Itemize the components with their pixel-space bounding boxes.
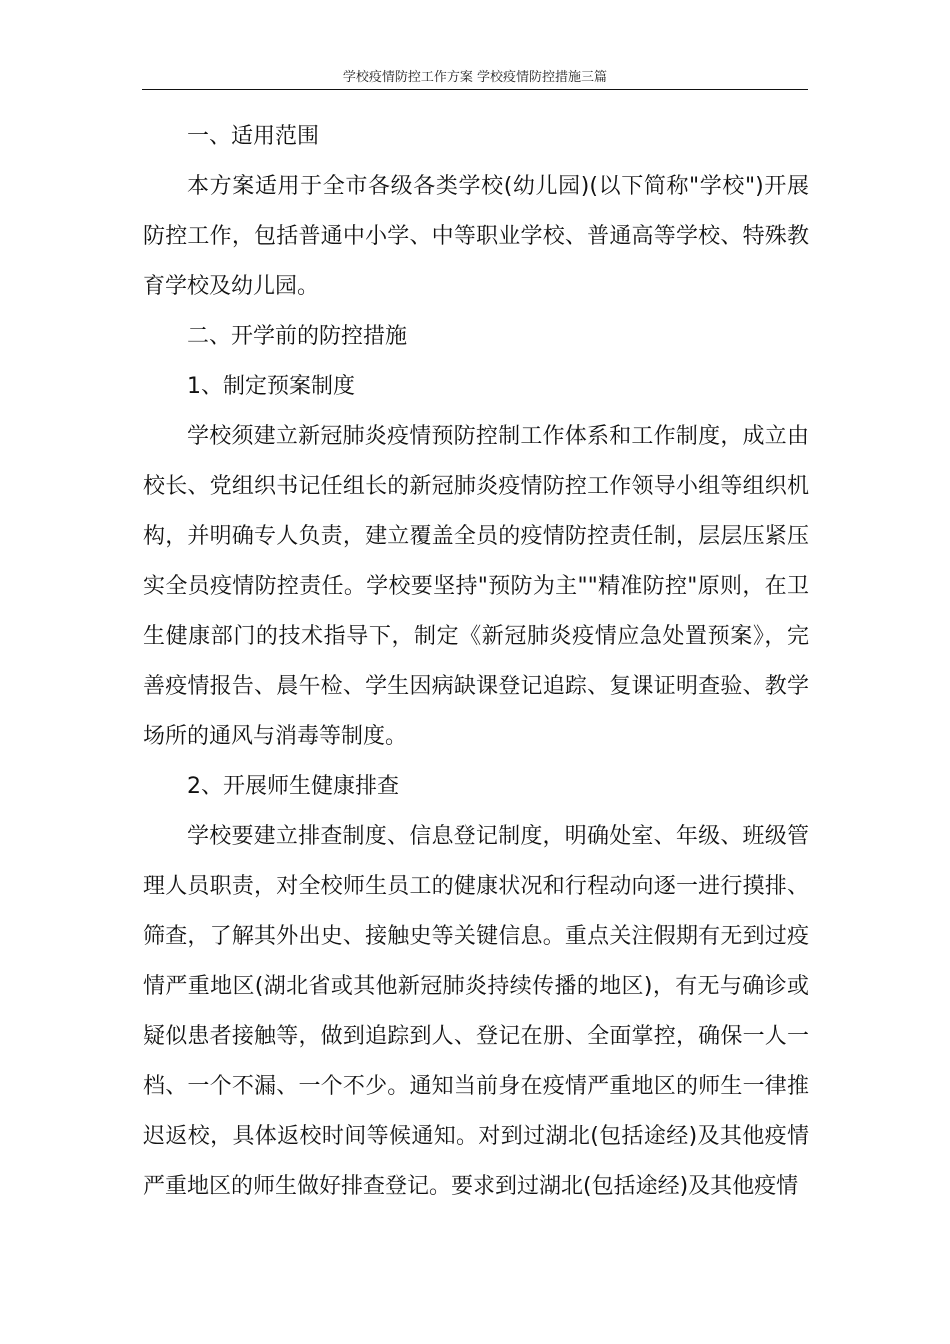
section-heading-pre-opening: 二、开学前的防控措施 — [187, 324, 408, 349]
paragraph-scope: 本方案适用于全市各级各类学校(幼儿园)(以下简称"学校")开展防控工作，包括普通中小学、中等职业学校、普通高等学校、特殊教育学校及幼儿园。 — [143, 174, 809, 299]
document-body — [143, 112, 809, 1212]
paragraph-plan-system: 学校须建立新冠肺炎疫情预防控制工作体系和工作制度，成立由校长、党组织书记任组长的新冠肺炎疫情防控工作领导小组等组织机构，并明确专人负责，建立覆盖全员的疫情防控责任制，层层压紧压实全员疫情防控责任。学校要坚持"预防为主""精准防控"原则，在卫生健康部门的技术指导下，制定《新冠肺炎疫情应急处置预案》，完善疫情报告、晨午检、学生因病缺课登记追踪、复课证明查验、教学场所的通风与消毒等制度。 — [143, 424, 809, 749]
page-header: 学校疫情防控工作方案 学校疫情防控措施三篇 — [342, 70, 608, 85]
section-heading-scope: 一、适用范围 — [187, 124, 320, 149]
subheading-health-screening: 2、开展师生健康排查 — [187, 774, 399, 799]
header-divider — [142, 89, 808, 90]
paragraph-health-screening: 学校要建立排查制度、信息登记制度，明确处室、年级、班级管理人员职责，对全校师生员工的健康状况和行程动向逐一进行摸排、筛查，了解其外出史、接触史等关键信息。重点关注假期有无到过疫情严重地区(湖北省或其他新冠肺炎持续传播的地区)，有无与确诊或疑似患者接触等，做到追踪到人、登记在册、全面掌控，确保一人一档、一个不漏、一个不少。通知当前身在疫情严重地区的师生一律推迟返校，具体返校时间等候通知。对到过湖北(包括途经)及其他疫情严重地区的师生做好排查登记。要求到过湖北(包括途经)及其他疫情 — [143, 824, 809, 1199]
subheading-plan-system: 1、制定预案制度 — [187, 374, 355, 399]
